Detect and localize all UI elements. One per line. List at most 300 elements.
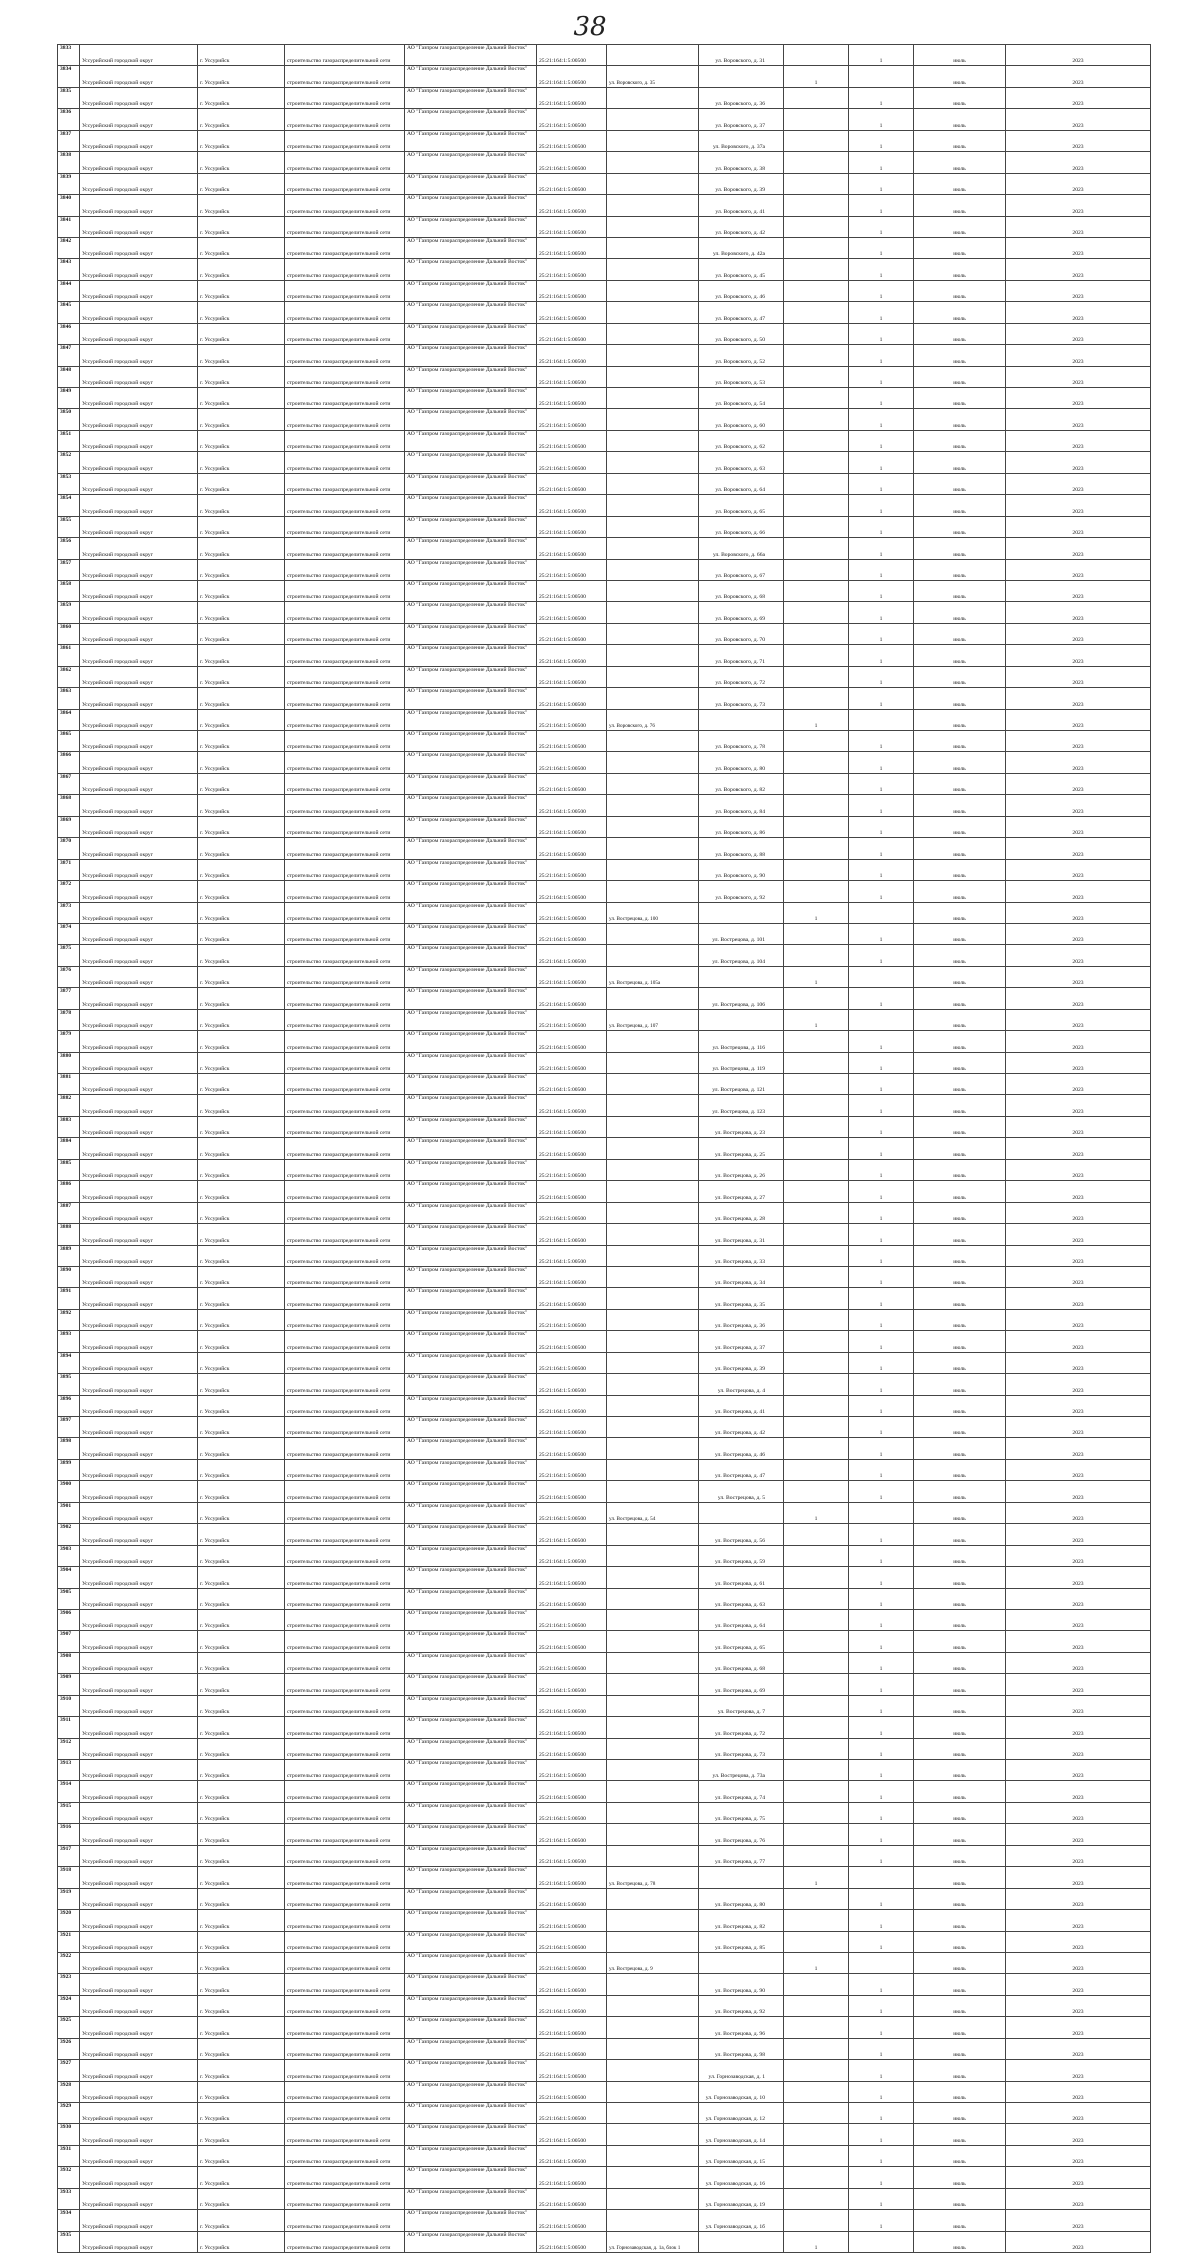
district-cell: Уссурийский городской округ <box>80 259 198 280</box>
table-row <box>58 1374 1151 1395</box>
count-b-cell: 1 <box>849 2145 914 2166</box>
address-b-cell <box>699 1867 784 1888</box>
year-cell: 2023 <box>1006 1910 1151 1931</box>
organization-cell: АО "Газпром газораспределение Дальний Восток" <box>405 1309 537 1330</box>
organization-cell: АО "Газпром газораспределение Дальний Восток" <box>405 923 537 944</box>
city-cell: г. Уссурийск <box>198 881 285 902</box>
address-b-cell: ул. Горнозаводская, д. 10 <box>699 2081 784 2102</box>
count-b-cell: 1 <box>849 1524 914 1545</box>
month-cell: июль <box>914 752 1006 773</box>
work-type-cell: строительство газораспределительной сети <box>285 623 405 644</box>
month-cell: июль <box>914 430 1006 451</box>
address-a-cell <box>607 2145 699 2166</box>
cadastre-cell: 25:21:164:1:5:00500 <box>537 345 607 366</box>
organization-cell: АО "Газпром газораспределение Дальний Восток" <box>405 1417 537 1438</box>
count-a-cell <box>784 1309 849 1330</box>
address-b-cell: ул. Горнозаводская, д. 14 <box>699 2124 784 2145</box>
month-cell: июль <box>914 1545 1006 1566</box>
address-a-cell <box>607 923 699 944</box>
address-b-cell: ул. Воровского, д. 69 <box>699 602 784 623</box>
district-cell: Уссурийский городской округ <box>80 2060 198 2081</box>
row-number: 3900 <box>58 1481 80 1502</box>
address-b-cell: ул. Вострецова, д. 23 <box>699 1116 784 1137</box>
count-b-cell: 1 <box>849 2060 914 2081</box>
cadastre-cell: 25:21:164:1:5:00500 <box>537 2038 607 2059</box>
city-cell: г. Уссурийск <box>198 773 285 794</box>
city-cell: г. Уссурийск <box>198 1717 285 1738</box>
cadastre-cell: 25:21:164:1:5:00500 <box>537 580 607 601</box>
city-cell: г. Уссурийск <box>198 966 285 987</box>
district-cell: Уссурийский городской округ <box>80 1781 198 1802</box>
table-row <box>58 259 1151 280</box>
year-cell: 2023 <box>1006 1588 1151 1609</box>
address-a-cell <box>607 1438 699 1459</box>
cadastre-cell: 25:21:164:1:5:00500 <box>537 623 607 644</box>
count-b-cell: 1 <box>849 173 914 194</box>
table-row <box>58 345 1151 366</box>
district-cell: Уссурийский городской округ <box>80 1352 198 1373</box>
district-cell: Уссурийский городской округ <box>80 1159 198 1180</box>
work-type-cell: строительство газораспределительной сети <box>285 2017 405 2038</box>
count-b-cell: 1 <box>849 130 914 151</box>
month-cell: июль <box>914 2103 1006 2124</box>
count-b-cell: 1 <box>849 195 914 216</box>
city-cell: г. Уссурийск <box>198 731 285 752</box>
organization-cell: АО "Газпром газораспределение Дальний Восток" <box>405 2017 537 2038</box>
month-cell: июль <box>914 1309 1006 1330</box>
address-a-cell <box>607 237 699 258</box>
month-cell: июль <box>914 516 1006 537</box>
count-a-cell <box>784 1888 849 1909</box>
city-cell: г. Уссурийск <box>198 2038 285 2059</box>
table-row <box>58 1545 1151 1566</box>
address-b-cell: ул. Воровского, д. 80 <box>699 752 784 773</box>
organization-cell: АО "Газпром газораспределение Дальний Восток" <box>405 559 537 580</box>
year-cell: 2023 <box>1006 237 1151 258</box>
city-cell: г. Уссурийск <box>198 173 285 194</box>
district-cell: Уссурийский городской округ <box>80 1202 198 1223</box>
cadastre-cell: 25:21:164:1:5:00500 <box>537 1224 607 1245</box>
address-a-cell <box>607 1631 699 1652</box>
address-b-cell: ул. Воровского, д. 82 <box>699 773 784 794</box>
row-number: 3865 <box>58 731 80 752</box>
row-number: 3925 <box>58 2017 80 2038</box>
address-a-cell <box>607 130 699 151</box>
address-b-cell <box>699 966 784 987</box>
month-cell: июль <box>914 345 1006 366</box>
work-type-cell: строительство газораспределительной сети <box>285 1459 405 1480</box>
city-cell: г. Уссурийск <box>198 130 285 151</box>
work-type-cell: строительство газораспределительной сети <box>285 173 405 194</box>
organization-cell: АО "Газпром газораспределение Дальний Восток" <box>405 1588 537 1609</box>
address-b-cell: ул. Горнозаводская, д. 19 <box>699 2188 784 2209</box>
month-cell: июль <box>914 2017 1006 2038</box>
organization-cell: АО "Газпром газораспределение Дальний Восток" <box>405 1738 537 1759</box>
organization-cell: АО "Газпром газораспределение Дальний Восток" <box>405 538 537 559</box>
table-row <box>58 1631 1151 1652</box>
address-a-cell <box>607 645 699 666</box>
count-a-cell: 1 <box>784 2231 849 2252</box>
count-a-cell <box>784 2103 849 2124</box>
address-b-cell: ул. Вострецова, д. 119 <box>699 1052 784 1073</box>
count-a-cell: 1 <box>784 66 849 87</box>
cadastre-cell: 25:21:164:1:5:00500 <box>537 1588 607 1609</box>
count-a-cell <box>784 645 849 666</box>
table-row <box>58 795 1151 816</box>
organization-cell: АО "Газпром газораспределение Дальний Восток" <box>405 345 537 366</box>
address-a-cell <box>607 1331 699 1352</box>
cadastre-cell: 25:21:164:1:5:00500 <box>537 1159 607 1180</box>
cadastre-cell: 25:21:164:1:5:00500 <box>537 388 607 409</box>
count-a-cell <box>784 752 849 773</box>
district-cell: Уссурийский городской округ <box>80 2231 198 2252</box>
year-cell: 2023 <box>1006 580 1151 601</box>
count-b-cell: 1 <box>849 280 914 301</box>
month-cell: июль <box>914 323 1006 344</box>
year-cell: 2023 <box>1006 1952 1151 1973</box>
work-type-cell: строительство газораспределительной сети <box>285 1824 405 1845</box>
work-type-cell: строительство газораспределительной сети <box>285 259 405 280</box>
cadastre-cell: 25:21:164:1:5:00500 <box>537 366 607 387</box>
address-b-cell: ул. Вострецова, д. 27 <box>699 1181 784 1202</box>
district-cell: Уссурийский городской округ <box>80 1674 198 1695</box>
row-number: 3879 <box>58 1031 80 1052</box>
count-b-cell: 1 <box>849 2167 914 2188</box>
cadastre-cell: 25:21:164:1:5:00500 <box>537 1288 607 1309</box>
address-b-cell: ул. Воровского, д. 92 <box>699 881 784 902</box>
table-row <box>58 409 1151 430</box>
count-b-cell: 1 <box>849 1974 914 1995</box>
organization-cell: АО "Газпром газораспределение Дальний Восток" <box>405 1331 537 1352</box>
cadastre-cell: 25:21:164:1:5:00500 <box>537 216 607 237</box>
address-b-cell: ул. Воровского, д. 37 <box>699 109 784 130</box>
year-cell: 2023 <box>1006 1931 1151 1952</box>
row-number: 3836 <box>58 109 80 130</box>
address-b-cell <box>699 1502 784 1523</box>
city-cell: г. Уссурийск <box>198 452 285 473</box>
organization-cell: АО "Газпром газораспределение Дальний Восток" <box>405 1867 537 1888</box>
year-cell: 2023 <box>1006 1695 1151 1716</box>
count-b-cell: 1 <box>849 623 914 644</box>
count-a-cell: 1 <box>784 966 849 987</box>
row-number: 3924 <box>58 1995 80 2016</box>
count-b-cell: 1 <box>849 538 914 559</box>
count-a-cell <box>784 452 849 473</box>
district-cell: Уссурийский городской округ <box>80 1031 198 1052</box>
city-cell: г. Уссурийск <box>198 752 285 773</box>
count-b-cell: 1 <box>849 1095 914 1116</box>
row-number: 3850 <box>58 409 80 430</box>
address-b-cell: ул. Горнозаводская, д. 12 <box>699 2103 784 2124</box>
count-a-cell <box>784 495 849 516</box>
district-cell: Уссурийский городской округ <box>80 1867 198 1888</box>
district-cell: Уссурийский городской округ <box>80 580 198 601</box>
count-b-cell: 1 <box>849 1374 914 1395</box>
cadastre-cell: 25:21:164:1:5:00500 <box>537 902 607 923</box>
address-b-cell: ул. Воровского, д. 86 <box>699 816 784 837</box>
count-b-cell: 1 <box>849 1417 914 1438</box>
count-a-cell <box>784 473 849 494</box>
work-type-cell: строительство газораспределительной сети <box>285 409 405 430</box>
year-cell: 2023 <box>1006 2145 1151 2166</box>
year-cell: 2023 <box>1006 1738 1151 1759</box>
address-b-cell: ул. Воровского, д. 60 <box>699 409 784 430</box>
city-cell: г. Уссурийск <box>198 109 285 130</box>
city-cell: г. Уссурийск <box>198 2081 285 2102</box>
address-b-cell: ул. Вострецова, д. 34 <box>699 1266 784 1287</box>
row-number: 3893 <box>58 1331 80 1352</box>
organization-cell: АО "Газпром газораспределение Дальний Восток" <box>405 1717 537 1738</box>
count-b-cell: 1 <box>849 452 914 473</box>
month-cell: июль <box>914 2060 1006 2081</box>
city-cell: г. Уссурийск <box>198 2231 285 2252</box>
address-a-cell <box>607 666 699 687</box>
count-b-cell: 1 <box>849 516 914 537</box>
year-cell: 2023 <box>1006 559 1151 580</box>
address-b-cell: ул. Вострецова, д. 5 <box>699 1481 784 1502</box>
month-cell: июль <box>914 45 1006 66</box>
city-cell: г. Уссурийск <box>198 1545 285 1566</box>
address-a-cell <box>607 731 699 752</box>
organization-cell: АО "Газпром газораспределение Дальний Восток" <box>405 1352 537 1373</box>
table-row <box>58 1567 1151 1588</box>
city-cell: г. Уссурийск <box>198 1438 285 1459</box>
year-cell: 2023 <box>1006 473 1151 494</box>
district-cell: Уссурийский городской округ <box>80 688 198 709</box>
month-cell: июль <box>914 388 1006 409</box>
cadastre-cell: 25:21:164:1:5:00500 <box>537 645 607 666</box>
month-cell: июль <box>914 602 1006 623</box>
count-b-cell: 1 <box>849 559 914 580</box>
city-cell: г. Уссурийск <box>198 1395 285 1416</box>
address-a-cell <box>607 2038 699 2059</box>
city-cell: г. Уссурийск <box>198 1824 285 1845</box>
organization-cell: АО "Газпром газораспределение Дальний Восток" <box>405 1224 537 1245</box>
month-cell: июль <box>914 1717 1006 1738</box>
cadastre-cell: 25:21:164:1:5:00500 <box>537 2081 607 2102</box>
city-cell: г. Уссурийск <box>198 2103 285 2124</box>
work-type-cell: строительство газораспределительной сети <box>285 2210 405 2231</box>
count-a-cell <box>784 1138 849 1159</box>
address-a-cell <box>607 1845 699 1866</box>
address-b-cell: ул. Вострецова, д. 121 <box>699 1074 784 1095</box>
row-number: 3868 <box>58 795 80 816</box>
organization-cell: АО "Газпром газораспределение Дальний Восток" <box>405 2060 537 2081</box>
row-number: 3849 <box>58 388 80 409</box>
city-cell: г. Уссурийск <box>198 1138 285 1159</box>
district-cell: Уссурийский городской округ <box>80 1717 198 1738</box>
year-cell: 2023 <box>1006 430 1151 451</box>
organization-cell: АО "Газпром газораспределение Дальний Восток" <box>405 1159 537 1180</box>
address-a-cell <box>607 388 699 409</box>
count-a-cell <box>784 859 849 880</box>
address-b-cell: ул. Вострецова, д. 39 <box>699 1352 784 1373</box>
address-b-cell: ул. Вострецова, д. 72 <box>699 1717 784 1738</box>
table-row <box>58 1395 1151 1416</box>
organization-cell: АО "Газпром газораспределение Дальний Восток" <box>405 688 537 709</box>
count-a-cell <box>784 45 849 66</box>
month-cell: июль <box>914 2124 1006 2145</box>
address-a-cell <box>607 109 699 130</box>
district-cell: Уссурийский городской округ <box>80 1181 198 1202</box>
work-type-cell: строительство газораспределительной сети <box>285 559 405 580</box>
count-a-cell <box>784 216 849 237</box>
address-b-cell: ул. Воровского, д. 42 <box>699 216 784 237</box>
count-b-cell: 1 <box>849 1695 914 1716</box>
table-row <box>58 1524 1151 1545</box>
row-number: 3877 <box>58 988 80 1009</box>
address-a-cell <box>607 816 699 837</box>
year-cell: 2023 <box>1006 2060 1151 2081</box>
organization-cell: АО "Газпром газораспределение Дальний Восток" <box>405 1524 537 1545</box>
district-cell: Уссурийский городской округ <box>80 1266 198 1287</box>
row-number: 3896 <box>58 1395 80 1416</box>
cadastre-cell: 25:21:164:1:5:00500 <box>537 1867 607 1888</box>
work-type-cell: строительство газораспределительной сети <box>285 2081 405 2102</box>
table-row <box>58 473 1151 494</box>
count-a-cell <box>784 1481 849 1502</box>
count-b-cell: 1 <box>849 1159 914 1180</box>
district-cell: Уссурийский городской округ <box>80 2038 198 2059</box>
table-row <box>58 859 1151 880</box>
month-cell: июль <box>914 1652 1006 1673</box>
address-a-cell <box>607 1674 699 1695</box>
cadastre-cell: 25:21:164:1:5:00500 <box>537 2017 607 2038</box>
organization-cell: АО "Газпром газораспределение Дальний Восток" <box>405 1567 537 1588</box>
row-number: 3931 <box>58 2145 80 2166</box>
month-cell: июль <box>914 409 1006 430</box>
city-cell: г. Уссурийск <box>198 323 285 344</box>
district-cell: Уссурийский городской округ <box>80 666 198 687</box>
year-cell: 2023 <box>1006 1674 1151 1695</box>
table-row <box>58 1952 1151 1973</box>
count-b-cell: 1 <box>849 1760 914 1781</box>
row-number: 3903 <box>58 1545 80 1566</box>
district-cell: Уссурийский городской округ <box>80 709 198 730</box>
cadastre-cell: 25:21:164:1:5:00500 <box>537 495 607 516</box>
row-number: 3909 <box>58 1674 80 1695</box>
work-type-cell: строительство газораспределительной сети <box>285 1952 405 1973</box>
city-cell: г. Уссурийск <box>198 923 285 944</box>
city-cell: г. Уссурийск <box>198 216 285 237</box>
year-cell: 2023 <box>1006 195 1151 216</box>
address-a-cell <box>607 773 699 794</box>
cadastre-cell: 25:21:164:1:5:00500 <box>537 1717 607 1738</box>
organization-cell: АО "Газпром газораспределение Дальний Восток" <box>405 666 537 687</box>
year-cell: 2023 <box>1006 688 1151 709</box>
count-a-cell <box>784 1202 849 1223</box>
cadastre-cell: 25:21:164:1:5:00500 <box>537 1995 607 2016</box>
row-number: 3905 <box>58 1588 80 1609</box>
month-cell: июль <box>914 195 1006 216</box>
count-a-cell <box>784 259 849 280</box>
city-cell: г. Уссурийск <box>198 1331 285 1352</box>
district-cell: Уссурийский городской округ <box>80 859 198 880</box>
count-a-cell <box>784 87 849 108</box>
city-cell: г. Уссурийск <box>198 1931 285 1952</box>
cadastre-cell: 25:21:164:1:5:00500 <box>537 795 607 816</box>
month-cell: июль <box>914 538 1006 559</box>
year-cell: 2023 <box>1006 1502 1151 1523</box>
city-cell: г. Уссурийск <box>198 345 285 366</box>
organization-cell: АО "Газпром газораспределение Дальний Восток" <box>405 1952 537 1973</box>
table-row <box>58 1717 1151 1738</box>
district-cell: Уссурийский городской округ <box>80 1224 198 1245</box>
year-cell: 2023 <box>1006 1031 1151 1052</box>
year-cell: 2023 <box>1006 752 1151 773</box>
count-a-cell <box>784 838 849 859</box>
count-b-cell: 1 <box>849 323 914 344</box>
city-cell: г. Уссурийск <box>198 1309 285 1330</box>
cadastre-cell: 25:21:164:1:5:00500 <box>537 45 607 66</box>
count-a-cell <box>784 1738 849 1759</box>
count-b-cell: 1 <box>849 152 914 173</box>
organization-cell: АО "Газпром газораспределение Дальний Восток" <box>405 2038 537 2059</box>
address-a-cell: ул. Вострецова, д. 9 <box>607 1952 699 1973</box>
year-cell: 2023 <box>1006 1309 1151 1330</box>
address-b-cell: ул. Вострецова, д. 47 <box>699 1459 784 1480</box>
address-b-cell <box>699 2231 784 2252</box>
month-cell: июль <box>914 495 1006 516</box>
address-a-cell <box>607 1138 699 1159</box>
cadastre-cell: 25:21:164:1:5:00500 <box>537 923 607 944</box>
city-cell: г. Уссурийск <box>198 838 285 859</box>
district-cell: Уссурийский городской округ <box>80 1417 198 1438</box>
organization-cell: АО "Газпром газораспределение Дальний Восток" <box>405 302 537 323</box>
city-cell: г. Уссурийск <box>198 709 285 730</box>
city-cell: г. Уссурийск <box>198 1995 285 2016</box>
page-number: 38 <box>573 12 607 42</box>
work-type-cell: строительство газораспределительной сети <box>285 2060 405 2081</box>
count-b-cell: 1 <box>849 1931 914 1952</box>
organization-cell: АО "Газпром газораспределение Дальний Восток" <box>405 1374 537 1395</box>
count-b-cell: 1 <box>849 216 914 237</box>
month-cell: июль <box>914 816 1006 837</box>
cadastre-cell: 25:21:164:1:5:00500 <box>537 1738 607 1759</box>
count-a-cell <box>784 1159 849 1180</box>
address-a-cell <box>607 1888 699 1909</box>
city-cell: г. Уссурийск <box>198 988 285 1009</box>
address-a-cell <box>607 280 699 301</box>
table-row <box>58 173 1151 194</box>
table-row <box>58 838 1151 859</box>
work-type-cell: строительство газораспределительной сети <box>285 1502 405 1523</box>
organization-cell: АО "Газпром газораспределение Дальний Восток" <box>405 795 537 816</box>
year-cell: 2023 <box>1006 216 1151 237</box>
organization-cell: АО "Газпром газораспределение Дальний Восток" <box>405 1760 537 1781</box>
address-a-cell <box>607 1074 699 1095</box>
table-row <box>58 1438 1151 1459</box>
table-row <box>58 1309 1151 1330</box>
count-a-cell <box>784 2145 849 2166</box>
month-cell: июль <box>914 966 1006 987</box>
year-cell: 2023 <box>1006 795 1151 816</box>
organization-cell: АО "Газпром газораспределение Дальний Восток" <box>405 1845 537 1866</box>
year-cell: 2023 <box>1006 1760 1151 1781</box>
row-number: 3847 <box>58 345 80 366</box>
address-a-cell <box>607 1459 699 1480</box>
district-cell: Уссурийский городской округ <box>80 538 198 559</box>
count-a-cell: 1 <box>784 1867 849 1888</box>
district-cell: Уссурийский городской округ <box>80 1760 198 1781</box>
count-b-cell <box>849 709 914 730</box>
year-cell: 2023 <box>1006 1781 1151 1802</box>
address-a-cell <box>607 1931 699 1952</box>
year-cell: 2023 <box>1006 773 1151 794</box>
city-cell: г. Уссурийск <box>198 1502 285 1523</box>
cadastre-cell: 25:21:164:1:5:00500 <box>537 1545 607 1566</box>
cadastre-cell: 25:21:164:1:5:00500 <box>537 1931 607 1952</box>
